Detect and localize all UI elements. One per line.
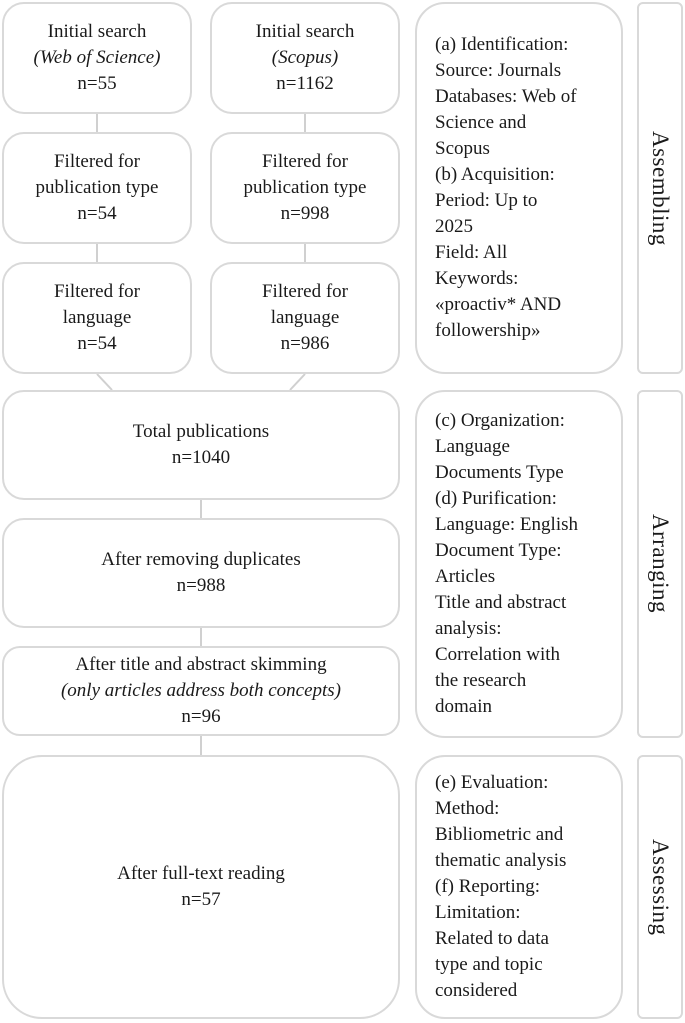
total-count: n=1040 xyxy=(171,447,231,468)
arranging-detail-line: analysis: xyxy=(435,618,502,639)
scopus-initial-search-box xyxy=(210,2,400,114)
skim-note: (only articles address both concepts) xyxy=(60,680,342,701)
arranging-detail-line: Language xyxy=(435,436,510,457)
skim-title: After title and abstract skimming xyxy=(75,654,327,675)
assembling-label: Assembling xyxy=(648,130,673,246)
scopus-initial-count: n=1162 xyxy=(276,73,334,94)
arranging-detail-line: the research xyxy=(435,670,527,691)
assembling-detail-line: Scopus xyxy=(435,138,490,159)
assembling-detail-line: Source: Journals xyxy=(435,60,562,81)
assembling-detail-line: Keywords: xyxy=(435,268,519,289)
wos-initial-search-box xyxy=(2,2,192,114)
skim-box xyxy=(2,646,400,736)
assessing-label: Assessing xyxy=(648,838,673,936)
assembling-detail-line: (a) Identification: xyxy=(435,34,569,55)
scopus-pubtype-box xyxy=(210,132,400,244)
wos-initial-source: (Web of Science) xyxy=(33,47,161,68)
scopus-language-line1: Filtered for xyxy=(261,281,348,302)
scopus-initial-source: (Scopus) xyxy=(271,47,339,68)
fulltext-box xyxy=(2,755,400,1019)
arranging-details-panel xyxy=(415,390,623,738)
assembling-stage-tab xyxy=(637,2,683,374)
wos-initial-count: n=55 xyxy=(77,73,117,94)
scopus-pubtype-line2: publication type xyxy=(243,177,367,198)
assessing-detail-line: Bibliometric and xyxy=(435,824,564,845)
skim-count: n=96 xyxy=(181,706,221,727)
assembling-detail-line: followership» xyxy=(435,320,541,341)
wos-pubtype-box xyxy=(2,132,192,244)
assessing-detail-line: considered xyxy=(435,980,518,1001)
fulltext-count: n=57 xyxy=(181,889,221,910)
arranging-detail-line: (d) Purification: xyxy=(435,488,557,509)
wos-language-line2: language xyxy=(62,307,132,328)
total-publications-box xyxy=(2,390,400,500)
wos-language-box xyxy=(2,262,192,374)
wos-pubtype-count: n=54 xyxy=(77,203,117,224)
scopus-pubtype-line1: Filtered for xyxy=(261,151,348,172)
scopus-initial-title: Initial search xyxy=(255,21,355,42)
arranging-stage-tab xyxy=(637,390,683,738)
dedup-count: n=988 xyxy=(176,575,226,596)
connector-merge-right xyxy=(290,374,305,390)
wos-initial-title: Initial search xyxy=(47,21,147,42)
total-title: Total publications xyxy=(132,421,270,442)
scopus-language-line2: language xyxy=(270,307,340,328)
arranging-detail-line: Documents Type xyxy=(435,462,564,483)
assembling-detail-line: Field: All xyxy=(435,242,508,263)
assembling-detail-line: 2025 xyxy=(435,216,473,237)
assembling-detail-line: «proactiv* AND xyxy=(435,294,562,315)
connector-merge-left xyxy=(97,374,112,390)
assessing-detail-line: Limitation: xyxy=(435,902,521,923)
assembling-details-panel xyxy=(415,2,623,374)
scopus-language-box xyxy=(210,262,400,374)
arranging-label: Arranging xyxy=(648,514,673,614)
assembling-detail-line: Science and xyxy=(435,112,527,133)
assessing-detail-line: Method: xyxy=(435,798,500,819)
wos-pubtype-line2: publication type xyxy=(35,177,159,198)
assessing-detail-line: type and topic xyxy=(435,954,543,975)
assessing-stage-tab xyxy=(637,755,683,1019)
assessing-detail-line: (e) Evaluation: xyxy=(435,772,549,793)
arranging-detail-line: Language: English xyxy=(435,514,578,535)
assessing-detail-line: thematic analysis xyxy=(435,850,567,871)
dedup-title: After removing duplicates xyxy=(101,549,301,570)
arranging-detail-line: Title and abstract xyxy=(435,592,567,613)
dedup-box xyxy=(2,518,400,628)
arranging-detail-line: Document Type: xyxy=(435,540,562,561)
arranging-detail-line: (c) Organization: xyxy=(435,410,565,431)
fulltext-title: After full-text reading xyxy=(117,863,285,884)
assessing-detail-line: Related to data xyxy=(435,928,549,949)
arranging-detail-line: domain xyxy=(435,696,492,717)
wos-language-line1: Filtered for xyxy=(53,281,140,302)
assembling-detail-line: Period: Up to xyxy=(435,190,538,211)
scopus-pubtype-count: n=998 xyxy=(280,203,330,224)
arranging-detail-line: Articles xyxy=(435,566,496,587)
wos-pubtype-line1: Filtered for xyxy=(53,151,140,172)
arranging-detail-line: Correlation with xyxy=(435,644,561,665)
assembling-detail-line: Databases: Web of xyxy=(435,86,577,107)
assembling-detail-line: (b) Acquisition: xyxy=(435,164,555,185)
wos-language-count: n=54 xyxy=(77,333,117,354)
assessing-detail-line: (f) Reporting: xyxy=(435,876,541,897)
scopus-language-count: n=986 xyxy=(280,333,330,354)
assessing-details-panel xyxy=(415,755,623,1019)
